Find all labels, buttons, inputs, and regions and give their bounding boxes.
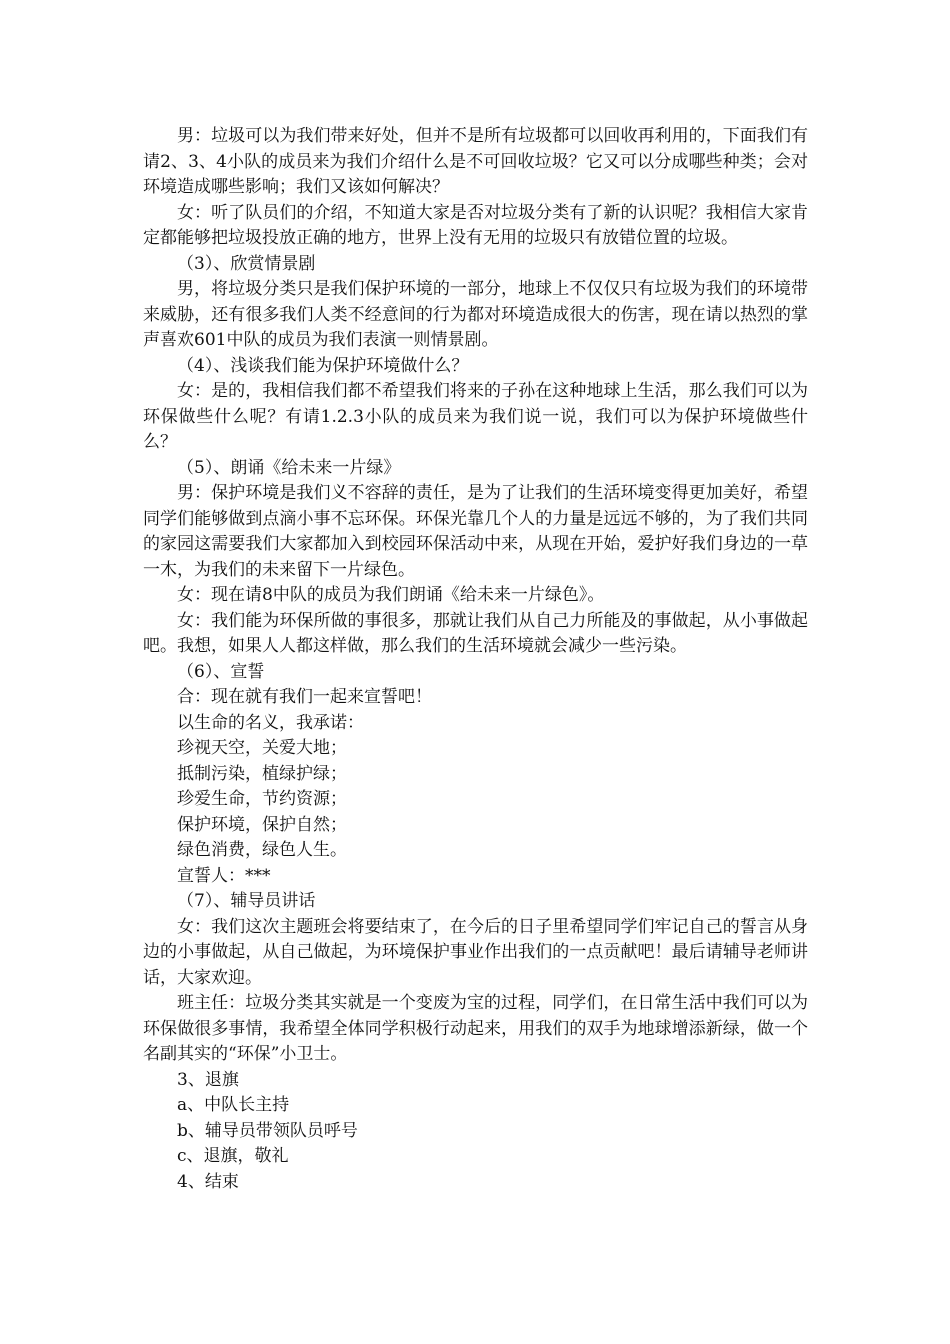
- paragraph-female-discussion: 女：是的，我相信我们都不希望我们将来的子孙在这种地球上生活，那么我们可以为环保做些什么呢？有请1.2.3小队的成员来为我们说一说，我们可以为保护环境做些什么？: [143, 381, 808, 452]
- paragraph-female-sorting: 女：听了队员们的介绍，不知道大家是否对垃圾分类有了新的认识呢？我相信大家肯定都能够把垃圾投放正确的地方，世界上没有无用的垃圾只有放错位置的垃圾。: [143, 202, 808, 248]
- list-item: c、退旗，敬礼: [177, 1146, 289, 1166]
- section-heading-flag-retreat: 3、退旗: [177, 1069, 239, 1090]
- oath-line: 绿色消费，绿色人生。: [177, 840, 347, 860]
- paragraph-male-recyclable-intro: 男：垃圾可以为我们带来好处，但并不是所有垃圾都可以回收再利用的，下面我们有请2、3、4小队的成员来为我们介绍什么是不可回收垃圾？它又可以分成哪些种类；会对环境造成哪些影响；我们又该如何解决？: [143, 126, 808, 197]
- section-heading-discussion: （4）、浅谈我们能为保护环境做什么？: [177, 355, 469, 376]
- paragraph-male-responsibility: 男：保护环境是我们义不容辞的责任，是为了让我们的生活环境变得更加美好，希望同学们能够做到点滴小事不忘环保。环保光靠几个人的力量是远远不够的，为了我们共同的家园这需要我们大家都加入到校园环保活动中来，从现在开始，爱护好我们身边的一草一木，为我们的未来留下一片绿色。: [143, 483, 808, 580]
- paragraph-female-recitation-invite: 女：现在请8中队的成员为我们朗诵《给未来一片绿色》。: [177, 585, 605, 605]
- section-heading-recitation: （5）、朗诵《给未来一片绿》: [177, 457, 401, 478]
- section-heading-end: 4、结束: [177, 1171, 239, 1192]
- paragraph-head-teacher: 班主任：垃圾分类其实就是一个变废为宝的过程，同学们，在日常生活中我们可以为环保做很多事情，我希望全体同学积极行动起来，用我们的双手为地球增添新绿，做一个名副其实的“环保”小卫士。: [143, 993, 808, 1064]
- paragraph-oath-intro: 合：现在就有我们一起来宣誓吧！: [177, 687, 432, 707]
- oath-line: 珍爱生命，节约资源；: [177, 789, 347, 809]
- oath-line: 以生命的名义，我承诺：: [177, 712, 364, 733]
- oath-line: 保护环境，保护自然；: [177, 814, 347, 835]
- oath-line: 珍视天空，关爱大地；: [177, 738, 347, 758]
- oath-signatory: 宣誓人：***: [177, 865, 271, 886]
- paragraph-female-small-things: 女：我们能为环保所做的事很多，那就让我们从自己力所能及的事做起，从小事做起吧。我想，如果人人都这样做，那么我们的生活环境就会减少一些污染。: [143, 610, 808, 656]
- document-body: [143, 124, 808, 1195]
- list-item: a、中队长主持: [177, 1095, 290, 1115]
- list-item: b、辅导员带领队员呼号: [177, 1120, 358, 1141]
- paragraph-female-closing: 女：我们这次主题班会将要结束了，在今后的日子里希望同学们牢记自己的誓言从身边的小事做起，从自己做起，为环境保护事业作出我们的一点贡献吧！最后请辅导老师讲话，大家欢迎。: [143, 916, 808, 988]
- section-heading-skit: （3）、欣赏情景剧: [177, 253, 316, 274]
- oath-line: 抵制污染，植绿护绿；: [177, 763, 347, 784]
- section-heading-counselor: （7）、辅导员讲话: [177, 891, 316, 911]
- paragraph-male-skit-intro: 男，将垃圾分类只是我们保护环境的一部分，地球上不仅仅只有垃圾为我们的环境带来威胁，还有很多我们人类不经意间的行为都对环境造成很大的伤害，现在请以热烈的掌声喜欢601中队的成员为我们表演一则情景剧。: [143, 279, 808, 350]
- section-heading-oath: （6）、宣誓: [177, 661, 265, 682]
